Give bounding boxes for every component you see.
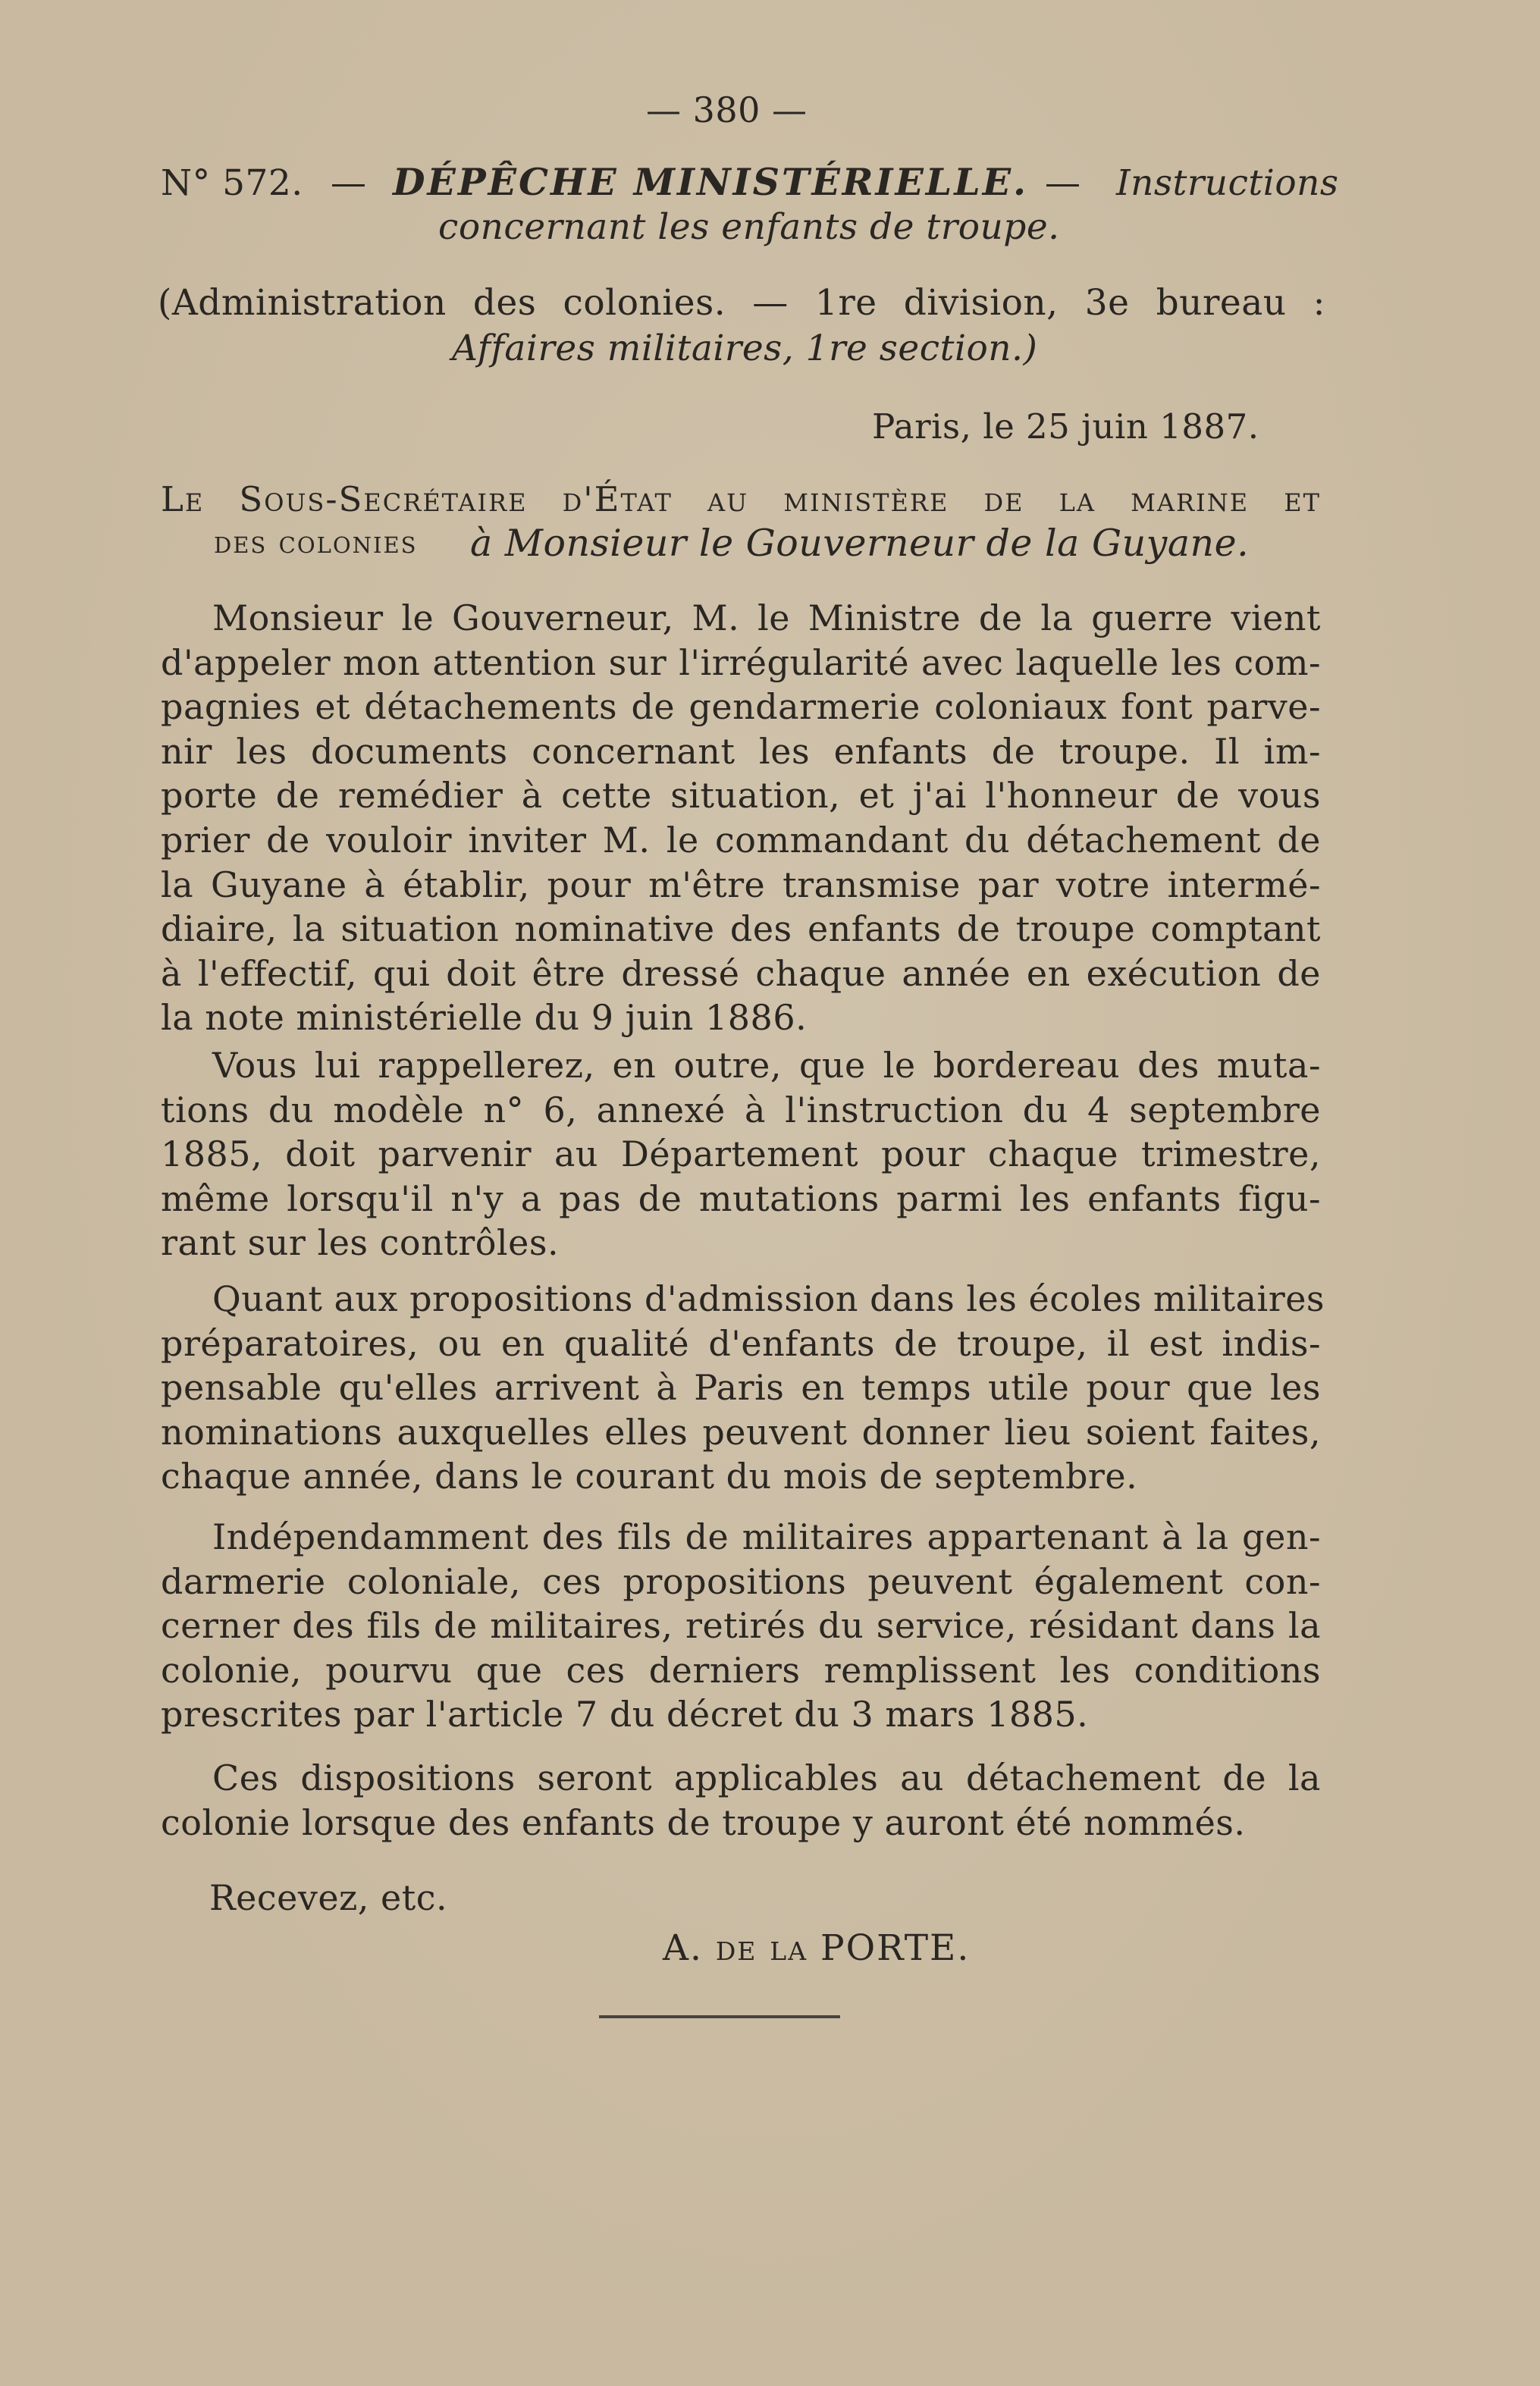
administration-line-1: (Administration des colonies. — 1re division, 3e bureau : [158,282,1325,324]
closing-rule [599,2015,840,2018]
paragraph-1-line-1: Monsieur le Gouverneur, M. le Ministre de la guerre vient [212,597,1321,638]
paragraph-2-line-1: Vous lui rappellerez, en outre, que le bordereau des muta- [212,1045,1321,1086]
paragraph-3-line-3: pensable qu'elles arrivent à Paris en temps utile pour que les [161,1367,1321,1408]
paragraph-3-line-2: préparatoires, ou en qualité d'enfants de troupe, il est indis- [161,1323,1321,1364]
paragraph-1-line-5: porte de remédier à cette situation, et j'ai l'honneur de vous [161,775,1321,816]
paragraph-5-line-2: colonie lorsque des enfants de troupe y auront été nommés. [161,1802,1246,1843]
paragraph-1-line-9: à l'effectif, qui doit être dressé chaque année en exécution de [161,953,1321,994]
page-number: — 380 — [646,89,808,130]
paragraph-1-line-2: d'appeler mon attention sur l'irrégularité avec laquelle les com- [161,642,1321,683]
address-line-1: Le Sous-Secrétaire d'État au ministère de la marine et [161,479,1321,519]
paragraph-4-line-5: prescrites par l'article 7 du décret du 3 mars 1885. [161,1694,1089,1735]
paragraph-1-line-6: prier de vouloir inviter M. le commandant du détachement de [161,820,1321,861]
address-line-2-smallcaps: des colonies [214,523,418,560]
paragraph-4-line-2: darmerie coloniale, ces propositions peuvent également con- [161,1561,1321,1602]
heading-title: DÉPÊCHE MINISTÉRIELLE. [393,160,1029,204]
signature: A. de la PORTE. [663,1927,971,1969]
address-line-2-italic: à Monsieur le Gouverneur de la Guyane. [470,522,1250,565]
paragraph-3-line-1: Quant aux propositions d'admission dans les écoles militaires [212,1278,1325,1319]
paragraph-1-line-8: diaire, la situation nominative des enfants de troupe comptant [161,908,1321,949]
paragraph-1-line-7: la Guyane à établir, pour m'être transmise par votre intermé- [161,864,1321,905]
paragraph-1-line-4: nir les documents concernant les enfants de troupe. Il im- [161,731,1321,772]
heading-number: N° 572. [161,162,303,204]
heading-dash-2: — [1045,162,1081,204]
paragraph-5-line-1: Ces dispositions seront applicables au détachement de la [212,1757,1321,1798]
heading-dash: — [331,162,367,204]
date-line: Paris, le 25 juin 1887. [872,406,1259,447]
paragraph-4-line-4: colonie, pourvu que ces derniers remplissent les conditions [161,1650,1321,1691]
paragraph-3-line-4: nominations auxquelles elles peuvent donner lieu soient faites, [161,1412,1321,1453]
paragraph-3-line-5: chaque année, dans le courant du mois de septembre. [161,1456,1138,1497]
heading-subject-1: Instructions [1116,162,1339,204]
administration-line-2: Affaires militaires, 1re section.) [452,328,1038,369]
paragraph-4-line-1: Indépendamment des fils de militaires appartenant à la gen- [212,1516,1321,1557]
paragraph-1-line-3: pagnies et détachements de gendarmerie coloniaux font parve- [161,686,1321,727]
paragraph-2-line-2: tions du modèle n° 6, annexé à l'instruction du 4 septembre [161,1090,1321,1130]
heading-subject-2: concernant les enfants de troupe. [438,206,1060,248]
paragraph-2-line-3: 1885, doit parvenir au Département pour chaque trimestre, [161,1133,1321,1174]
paragraph-2-line-5: rant sur les contrôles. [161,1222,560,1263]
paragraph-1-line-10: la note ministérielle du 9 juin 1886. [161,997,808,1038]
paragraph-4-line-3: cerner des fils de militaires, retirés du service, résidant dans la [161,1605,1321,1646]
paragraph-2-line-4: même lorsqu'il n'y a pas de mutations parmi les enfants figu- [161,1178,1321,1219]
closing-line: Recevez, etc. [209,1877,448,1918]
